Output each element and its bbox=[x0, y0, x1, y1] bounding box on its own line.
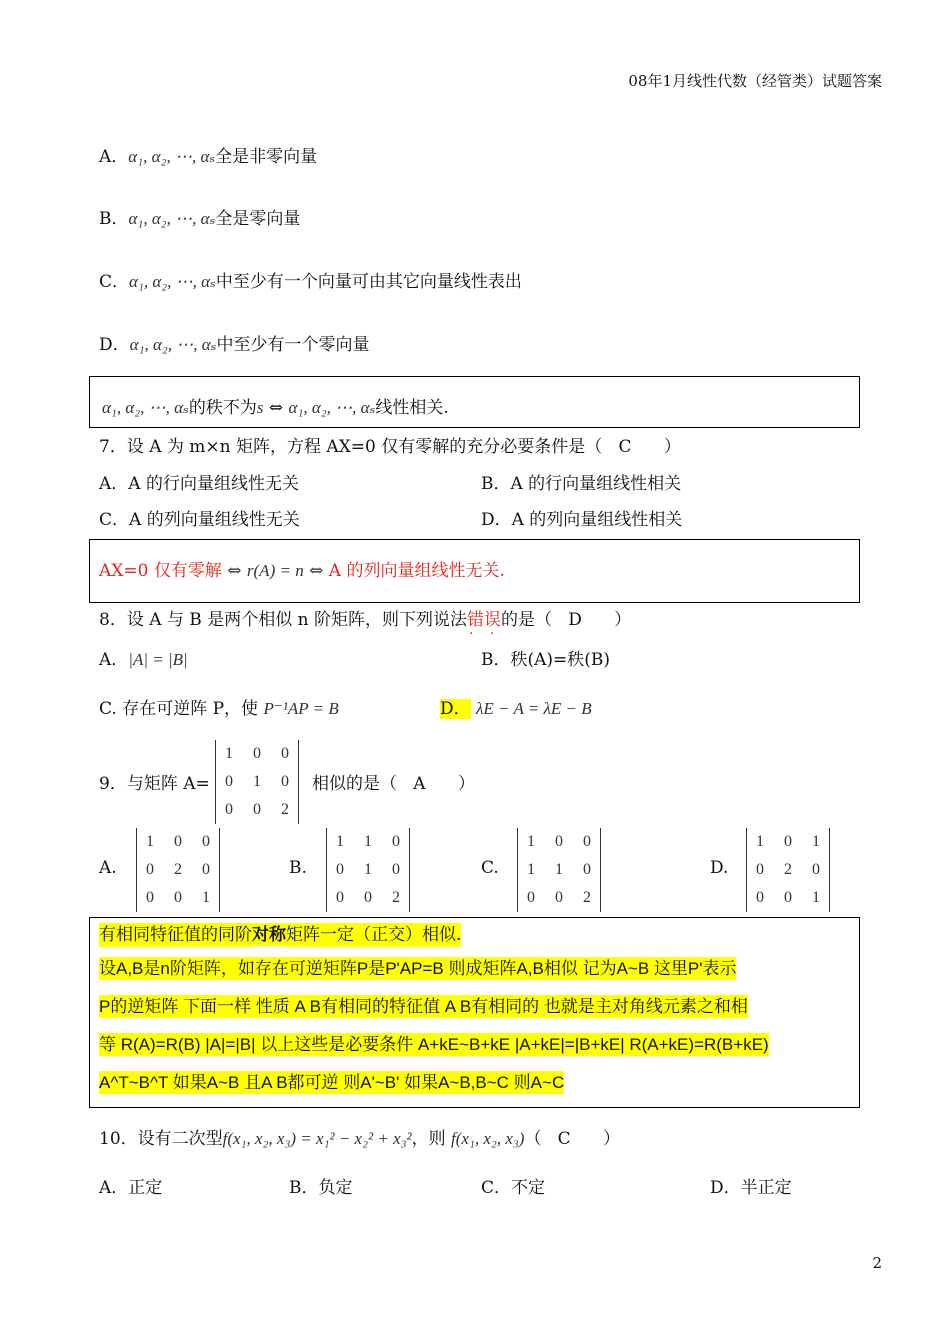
q7-note-part1: AX=0 仅有零解 bbox=[99, 561, 222, 581]
q6-option-b: B．α₁, α₂, ⋯, αₛ全是零向量 bbox=[99, 209, 301, 229]
q6-note-seq1: α₁, α₂, ⋯, αₛ bbox=[102, 398, 189, 417]
q6-note-end: 线性相关. bbox=[375, 398, 449, 418]
q8-option-a: A．|A| = |B| bbox=[99, 650, 188, 670]
q10-option-d: D．半正定 bbox=[710, 1178, 792, 1198]
q10-quadratic-form: f(x₁, x₂, x₃) = x₁² − x₂² + x₃² bbox=[222, 1129, 412, 1148]
q9-option-d-matrix: 1 0 1 0 2 0 0 0 1 bbox=[746, 828, 830, 912]
q7-option-b: B．A 的行向量组线性相关 bbox=[481, 474, 682, 494]
q9-answer-note bbox=[89, 917, 860, 1108]
page-number: 2 bbox=[872, 1254, 882, 1272]
q8-option-b: B．秩(A)=秩(B) bbox=[481, 650, 611, 670]
q6-answer-note bbox=[89, 376, 860, 428]
q6-note-mid: 的秩不为 bbox=[188, 398, 257, 418]
q10-stem: 10．设有二次型f(x₁, x₂, x₃) = x₁² − x₂² + x₃²，则 f(x₁, x₂, x₃)（ C ） bbox=[99, 1129, 621, 1149]
page-header: 08年1月线性代数（经管类）试题答案 bbox=[628, 72, 882, 90]
q6-note-s: s bbox=[256, 398, 264, 417]
q9-option-c-matrix: 1 0 0 1 1 0 0 0 2 bbox=[517, 828, 601, 912]
q6-option-d: D．α₁, α₂, ⋯, αₛ中至少有一个零向量 bbox=[99, 335, 370, 355]
q9-note-line-2: 设A,B是n阶矩阵，如存在可逆矩阵P是P'AP=B 则成矩阵A,B相似 记为A~B 这里P'表示 bbox=[99, 959, 737, 978]
q7-note-rank: r(A) = n bbox=[246, 561, 304, 580]
q7-note-part2: A 的列向量组线性无关. bbox=[328, 561, 505, 581]
q7-option-a: A．A 的行向量组线性无关 bbox=[99, 474, 299, 494]
q10-option-a: A．正定 bbox=[99, 1178, 163, 1198]
q7-note-arrow1: ⇔ bbox=[227, 561, 242, 581]
q9-option-a-letter: A. bbox=[99, 858, 117, 878]
q7-option-c: C．A 的列向量组线性无关 bbox=[99, 510, 300, 530]
q8-emph-wrong: 错误 · · bbox=[467, 610, 501, 630]
q9-note-line-5: A^T~B^T 如果A~B 且A B都可逆 则A'~B' 如果A~B,B~C 则A~C bbox=[99, 1073, 565, 1092]
q6-option-a: A．α₁, α₂, ⋯, αₛ全是非零向量 bbox=[99, 147, 318, 167]
q10-option-c: C．不定 bbox=[481, 1178, 546, 1198]
q9-note-line-3: P的逆矩阵 下面一样 性质 A B有相同的特征值 A B有相同的 也就是主对角线元素之和相 bbox=[99, 997, 748, 1016]
q8-answer: D bbox=[568, 610, 582, 630]
q9-option-b-letter: B. bbox=[289, 858, 307, 878]
q7-stem: 7．设 A 为 m×n 矩阵，方程 AX=0 仅有零解的充分必要条件是（ C ） bbox=[99, 437, 681, 457]
q6-option-c: C．α₁, α₂, ⋯, αₛ中至少有一个向量可由其它向量线性表出 bbox=[99, 272, 522, 292]
q9-after: 相似的是（ A ） bbox=[312, 774, 475, 794]
q6-note-seq2: α₁, α₂, ⋯, αₛ bbox=[288, 398, 376, 417]
q8-option-c: C. 存在可逆阵 P，使 P⁻¹AP = B bbox=[99, 699, 339, 719]
q9-matrix-a: 1 0 0 0 1 0 0 0 2 bbox=[215, 740, 299, 824]
q9-stem: 9．与矩阵 A= bbox=[99, 774, 210, 794]
q7-answer-note bbox=[89, 539, 860, 603]
q8-stem: 8．设 A 与 B 是两个相似 n 阶矩阵，则下列说法错误 · ·的是（ D ） bbox=[99, 605, 631, 630]
q9-option-d-letter: D. bbox=[710, 858, 729, 878]
q9-option-c-letter: C. bbox=[481, 858, 499, 878]
q9-answer: A bbox=[413, 774, 426, 794]
q9-option-b-matrix: 1 1 0 0 1 0 0 0 2 bbox=[326, 828, 410, 912]
q10-answer: C bbox=[557, 1129, 571, 1149]
q7-answer: C bbox=[618, 437, 632, 457]
q9-option-a-matrix: 1 0 0 0 2 0 0 0 1 bbox=[136, 828, 220, 912]
q10-option-b: B．负定 bbox=[289, 1178, 353, 1198]
q9-note-line-4: 等 R(A)=R(B) |A|=|B| 以上这些是必要条件 A+kE~B+kE |A+kE|=|B+kE| R(A+kE)=R(B+kE) bbox=[99, 1035, 769, 1054]
q7-note-arrow2: ⇔ bbox=[309, 561, 324, 581]
q6-note-arrow: ⇔ bbox=[268, 398, 284, 418]
q9-note-line-1: 有相同特征值的同阶对称矩阵一定（正交）相似. bbox=[99, 925, 462, 945]
q7-option-d: D．A 的列向量组线性相关 bbox=[481, 510, 683, 530]
q8-option-d: D． λE − A = λE − B bbox=[440, 699, 592, 719]
